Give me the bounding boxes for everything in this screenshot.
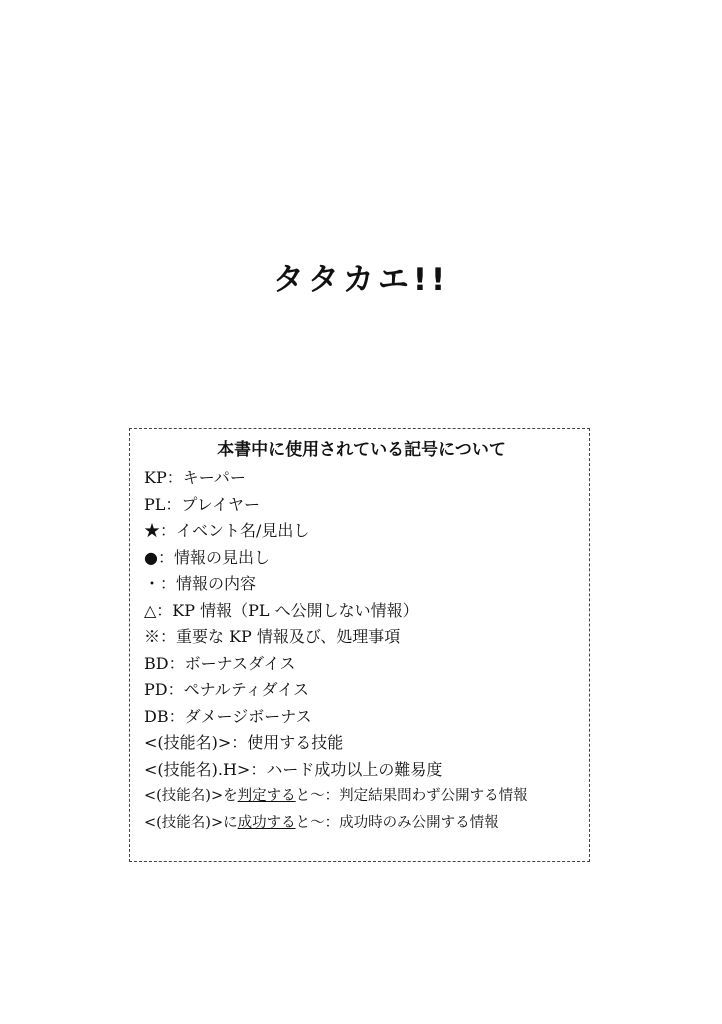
legend-item-text: DB：ダメージボーナス (144, 706, 312, 726)
legend-item-skill-success (144, 810, 579, 837)
legend-item-star (144, 518, 579, 545)
legend-item-text: <(技能名)>：使用する技能 (144, 733, 344, 752)
legend-item-text: ・：情報の内容 (144, 574, 257, 593)
legend-item-kp (144, 465, 579, 492)
legend-item-text: と～：判定結果問わず公開する情報 (295, 788, 528, 804)
legend-item-pl (144, 492, 579, 519)
legend-item-reference-mark (144, 624, 579, 651)
legend-item-underlined-text: 成功する (237, 814, 296, 831)
legend-item-db (144, 704, 579, 731)
legend-item-text: BD：ボーナスダイス (144, 653, 296, 673)
legend-item-text: ●：情報の見出し (144, 547, 270, 567)
legend-item-text: <(技能名).H>：ハード成功以上の難易度 (144, 759, 443, 779)
page-title: タタカエ!! (272, 262, 450, 298)
legend-item-text: △：KP 情報（PL へ公開しない情報） (144, 600, 419, 620)
legend-item-bd (144, 651, 579, 678)
legend-item-skill-check (144, 783, 579, 810)
legend-item-text: PD：ペナルティダイス (144, 680, 310, 699)
legend-item-underlined-text: 判定する (237, 788, 296, 804)
legend-item-text: と～：成功時のみ公開する情報 (295, 814, 499, 831)
legend-item-circle (144, 545, 579, 572)
legend-heading: 本書中に使用されている記号について (217, 440, 506, 460)
legend-item-text: <(技能名)>に (144, 814, 238, 831)
legend-item-text: PL：プレイヤー (144, 494, 260, 514)
legend-item-text: ※：重要な KP 情報及び、処理事項 (144, 627, 401, 646)
legend-item-triangle (144, 598, 579, 625)
legend-box (129, 428, 590, 862)
legend-item-text: <(技能名)>を (144, 788, 238, 804)
legend-item-dot (144, 571, 579, 598)
legend-item-skill-hard (144, 757, 579, 784)
legend-item-skill (144, 730, 579, 757)
legend-list (144, 465, 579, 836)
legend-item-pd (144, 677, 579, 704)
legend-item-text: ★：イベント名/見出し (144, 521, 310, 540)
legend-item-text: KP：キーパー (144, 468, 246, 487)
